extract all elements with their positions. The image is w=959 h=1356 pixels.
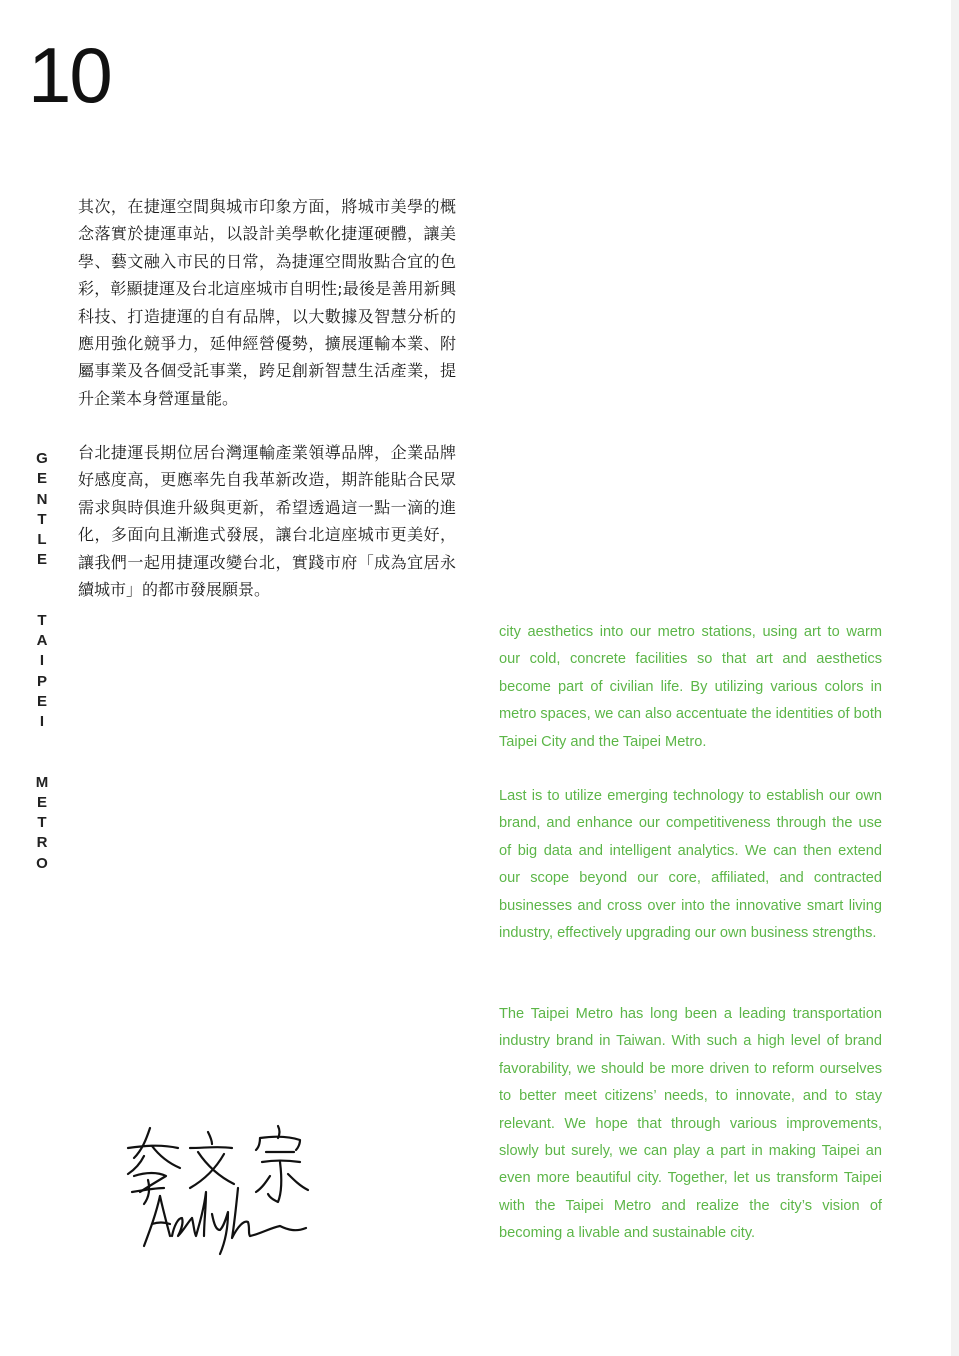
chinese-paragraph-2: 台北捷運長期位居台灣運輸產業領導品牌，企業品牌好感度高，更應率先自我革新改造，期許能貼合民眾需求與時俱進升級與更新，希望透過這一點一滴的進化，多面向且漸進式發展，讓台北這座城市更美好，讓我們一起用捷運改變台北，實踐市府「成為宜居永續城市」的都市發展願景。: [78, 443, 456, 600]
side-letter: E: [36, 470, 47, 488]
side-letter: I: [39, 713, 45, 731]
english-paragraph-1: city aesthetics into our metro stations, using art to warm our cold, concrete facilities so that art and aesthetics become part of civilian life. By utilizing various colors in metro spaces, we can also accentuate the identities of both Taipei City and the Taipei Metro.: [499, 624, 882, 750]
side-letter: P: [36, 672, 47, 690]
chinese-paragraph-1: 其次，在捷運空間與城市印象方面，將城市美學的概念落實於捷運車站，以設計美學軟化捷運硬體，讓美學、藝文融入市民的日常，為捷運空間妝點合宜的色彩，彰顯捷運及台北這座城市自明性;最後是善用新興科技、打造捷運的自有品牌，以大數據及智慧分析的應用強化競爭力，延伸經營優勢，擴展運輸本業、附屬事業及各個受託事業，跨足創新智慧生活產業，提升企業本身營運量能。: [78, 197, 456, 408]
page-number: 10: [28, 31, 111, 119]
english-paragraph-2: Last is to utilize emerging technology to establish our own brand, and enhance our competitiveness through the use of big data and intelligent analytics. We can then extend our scope beyond our core, affiliated, and contracted businesses and cross over into the innovative smart living industry, effectively upgrading our own business strengths.: [499, 788, 882, 942]
side-letter: N: [36, 490, 48, 508]
side-letter: E: [36, 692, 47, 710]
side-letter: T: [37, 814, 47, 832]
handwritten-signature: [120, 1118, 320, 1263]
side-letter: I: [39, 652, 45, 670]
side-letter: E: [36, 793, 47, 811]
page-edge-strip: [951, 0, 959, 1356]
english-paragraph-3: The Taipei Metro has long been a leading transportation industry brand in Taiwan. With such a high level of brand favorability, we should be more driven to reform ourselves to better meet citizens’ needs, to innovate, and to stay relevant. We hope that through various improvements, slowly but surely, we can play a part in making Taipei an even more beautiful city. Together, let us transform Taipei with the Taipei Metro and realize the city’s vision of becoming a livable and sustainable city.: [499, 1006, 882, 1242]
side-letter: A: [36, 632, 48, 650]
side-letter: G: [36, 450, 48, 467]
side-word-gentle: [30, 449, 54, 571]
side-letter: T: [37, 510, 47, 528]
side-letter: R: [36, 834, 48, 852]
side-letter: T: [37, 611, 47, 629]
side-word-metro: [30, 773, 54, 874]
side-letter: O: [36, 854, 48, 872]
vertical-side-label: [30, 449, 54, 914]
side-letter: L: [37, 531, 47, 549]
side-word-taipei: [30, 611, 54, 733]
side-letter: E: [36, 551, 47, 569]
side-letter: M: [35, 773, 49, 791]
